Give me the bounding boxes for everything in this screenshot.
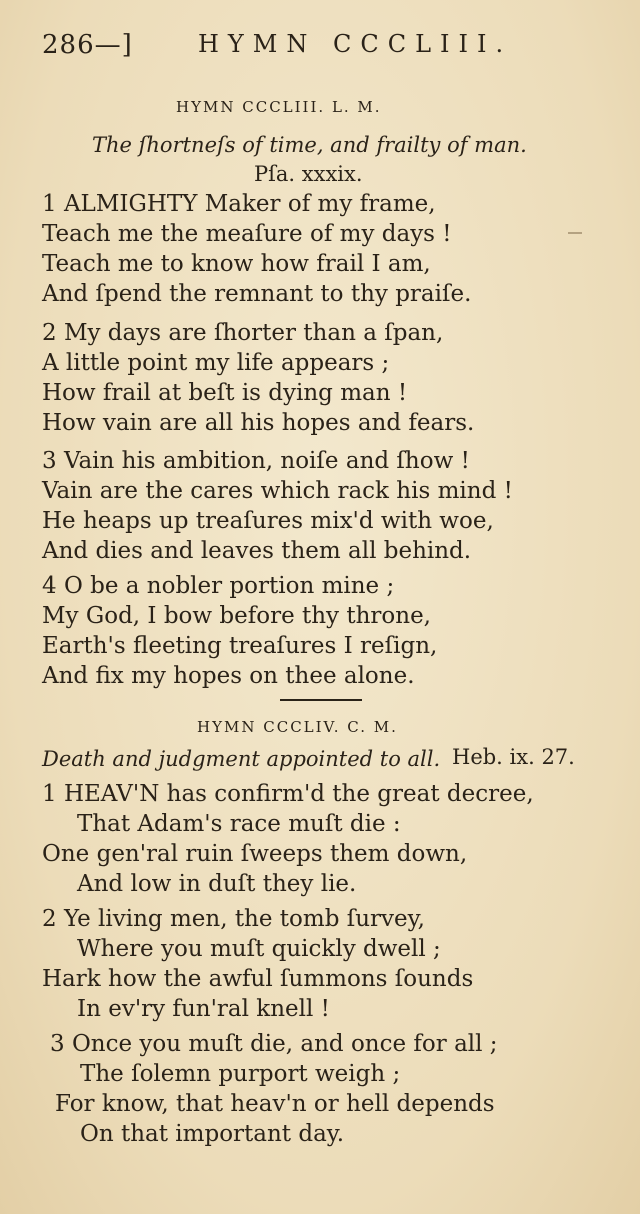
verse-line: For know, that heav'n or hell depends [55,1091,495,1117]
verse-line: Where you muſt quickly dwell ; [77,936,441,962]
verse-line: 1 ALMIGHTY Maker of my frame, [42,191,436,217]
page-number: 286—] [42,30,133,60]
verse-line: One gen'ral ruin ſweeps them down, [42,841,468,867]
verse-line: In ev'ry fun'ral knell ! [77,996,330,1022]
verse-line: And ſpend the remnant to thy praiſe. [42,281,472,307]
verse-line: 3 Once you muſt die, and once for all ; [50,1031,498,1057]
verse-line: A little point my life appears ; [42,350,390,376]
hymn-heading: HYMN CCCLIII. L. M. [176,98,382,116]
verse-line: That Adam's race muſt die : [77,811,401,837]
verse-line: On that important day. [80,1121,345,1147]
verse-line: The ſolemn purport weigh ; [80,1061,401,1087]
scripture-reference: Heb. ix. 27. [452,745,575,769]
verse-line: Hark how the awful ſummons ſounds [42,966,474,992]
verse-line: 4 O be a nobler portion mine ; [42,573,395,599]
verse-line: My God, I bow before thy throne, [42,603,431,629]
verse-line: Teach me the meaſure of my days ! [42,221,452,247]
verse-line: 3 Vain his ambition, noiſe and ſhow ! [42,448,470,474]
verse-line: 2 My days are ſhorter than a ſpan, [42,320,444,346]
verse-line: How frail at beſt is dying man ! [42,380,408,406]
verse-line: Earth's fleeting treaſures I reſign, [42,633,438,659]
ink-mark [568,232,582,234]
verse-line: Vain are the cares which rack his mind ! [42,478,513,504]
running-title: HYMN CCCLIII. [198,30,513,58]
section-divider [280,699,362,701]
hymn-subtitle: The ſhortneſs of time, and frailty of man. [92,133,527,157]
verse-line: And fix my hopes on thee alone. [42,663,415,689]
verse-line: How vain are all his hopes and fears. [42,410,475,436]
verse-line: He heaps up treaſures mix'd with woe, [42,508,494,534]
verse-line: And dies and leaves them all behind. [42,538,472,564]
verse-line: 1 HEAV'N has confirm'd the great decree, [42,781,534,807]
verse-line: 2 Ye living men, the tomb ſurvey, [42,906,425,932]
scripture-reference: Pſa. xxxix. [254,162,363,186]
hymn-subtitle: Death and judgment appointed to all. [42,747,441,771]
verse-line: Teach me to know how frail I am, [42,251,431,277]
hymn-heading: HYMN CCCLIV. C. M. [197,718,398,736]
verse-line: And low in duſt they lie. [77,871,357,897]
